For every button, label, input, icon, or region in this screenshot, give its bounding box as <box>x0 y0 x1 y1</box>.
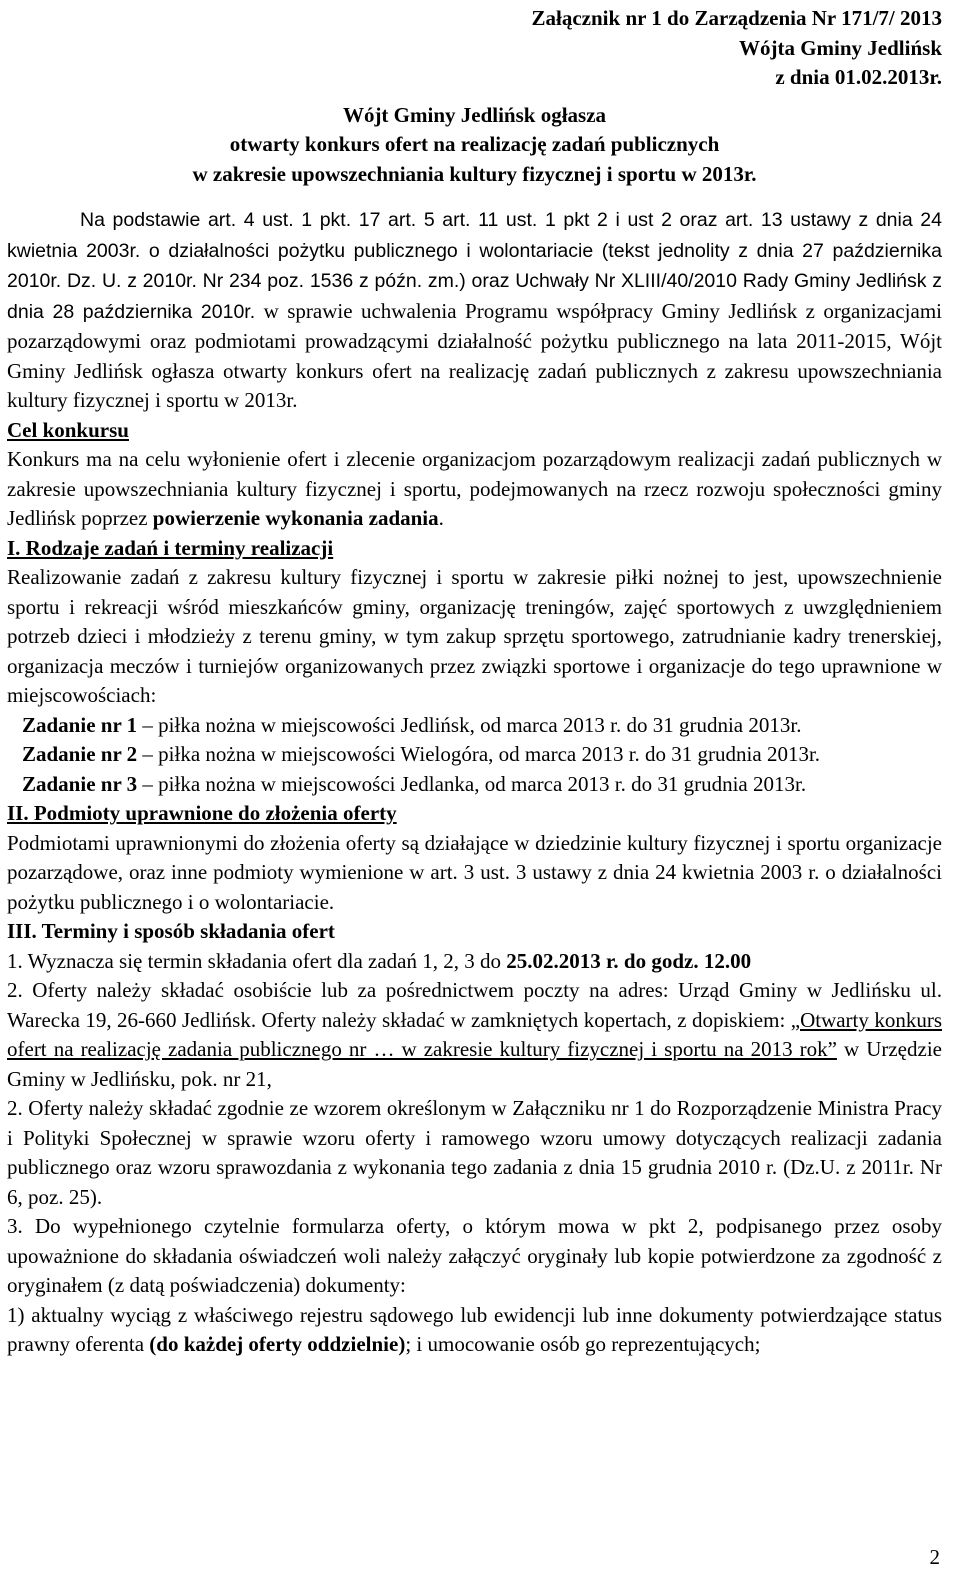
task-3 <box>7 770 942 800</box>
cel-end: . <box>438 506 444 530</box>
section3-p2-text: 2. Oferty należy składać osobiście lub za pośrednictwem poczty na adres: Urząd Gminy w Jedlińsku ul. Warecka 19, 26-660 Jedlińsk. Oferty należy składać w zamkniętych kopertach, z dopiskiem: <box>7 978 942 1032</box>
section3-p5-end: ; i umocowanie osób go reprezentujących; <box>405 1332 761 1356</box>
header-line-1: Załącznik nr 1 do Zarządzenia Nr 171/7/ 2013 <box>531 6 942 30</box>
task-3-text: – piłka nożna w miejscowości Jedlanka, od marca 2013 r. do 31 grudnia 2013r. <box>137 771 807 796</box>
header-line-2: Wójta Gminy Jedlińsk <box>738 35 942 60</box>
cel-text: Konkurs ma na celu wyłonienie ofert i zlecenie organizacjom pozarządowym realizacji zadań publicznych w zakresie upowszechniania kultury fizycznej i sportu, podejmowanych na rzecz rozwoju społeczności gminy Jedlińsk poprzez <box>7 447 942 530</box>
intro-part-1: Na podstawie art. 4 ust. 1 pkt. 17 art. 5 art. 11 ust. 1 pkt 2 i ust 2 oraz art. 13 ustawy z dnia 24 kwietnia 2003r. o działalności pożytku publicznego i wolontariacie (tekst jednolity z dnia 27 października 2010r. Dz. U. z 2010r. Nr 234 poz. 1536 z późn. zm.) oraz Uchwały Nr XLIII/40/2010 Rady Gminy Jedlińsk z dnia 28 października 2010r. <box>7 209 942 323</box>
header-block <box>7 4 942 93</box>
title-line-1: Wójt Gminy Jedlińsk ogłasza <box>342 102 607 127</box>
task-2-label: Zadanie nr 2 <box>22 742 138 766</box>
title-line-3: w zakresie upowszechniania kultury fizycznej i sportu w 2013r. <box>192 161 757 186</box>
header-line-3: z dnia 01.02.2013r. <box>775 65 942 89</box>
section2-heading: II. Podmioty uprawnione do złożenia oferty <box>7 801 397 825</box>
intro-part-2: w sprawie uchwalenia Programu współpracy Gminy Jedlińsk z organizacjami pozarządowymi oraz podmiotami prowadzącymi działalność pożytku publicznego na lata 2011-2015, Wójt Gminy Jedlińsk ogłasza otwarty konkurs ofert na realizację zadań publicznych z zakresu upowszechniania kultury fizycznej i sportu w 2013r. <box>7 298 942 412</box>
section3-p5-text: 1) aktualny wyciąg z właściwego rejestru sądowego lub ewidencji lub inne dokumenty potwierdzające status prawny oferenta <box>7 1302 942 1356</box>
section3-p5-bold: (do każdej oferty oddzielnie) <box>149 1332 406 1356</box>
title-line-2: otwarty konkurs ofert na realizację zadań publicznych <box>229 132 720 156</box>
section3-p2 <box>7 976 942 1094</box>
section1-heading: I. Rodzaje zadań i terminy realizacji <box>7 535 334 560</box>
section3-p1-text: 1. Wyznacza się termin składania ofert dla zadań 1, 2, 3 do <box>7 948 507 973</box>
page-number: 2 <box>929 1545 940 1569</box>
task-1 <box>7 711 942 741</box>
cel-paragraph <box>7 445 942 534</box>
task-2 <box>7 740 942 770</box>
deadline-bold: 25.02.2013 r. do godz. 12.00 <box>506 948 752 973</box>
section3-p1 <box>7 947 942 977</box>
section3-p3: 2. Oferty należy składać zgodnie ze wzorem określonym w Załączniku nr 1 do Rozporządzenie Ministra Pracy i Polityki Społecznej w sprawie wzoru oferty i ramowego wzoru umowy dotyczących realizacji zadania publicznego oraz wzoru sprawozdania z wykonania tego zadania z dnia 15 grudnia 2010 r. (Dz.U. z 2011r. Nr 6, poz. 25). <box>7 1096 942 1209</box>
task-1-label: Zadanie nr 1 <box>22 712 138 737</box>
title-block <box>7 101 942 190</box>
envelope-note: „Otwarty konkurs ofert na realizację zadania publicznego nr … w zakresie kultury fizycznej i sportu na 2013 rok” <box>7 1007 942 1061</box>
section3-p2-end: w Urzędzie Gminy w Jedlińsku, pok. nr 21, <box>7 1037 942 1091</box>
section1-text: Realizowanie zadań z zakresu kultury fizycznej i sportu w zakresie piłki nożnej to jest, upowszechnienie sportu i rekreacji wśród mieszkańców gminy, organizację treningów, zajęć sportowych z uwzględnieniem potrzeb dzieci i młodzieży z terenu gminy, w tym zakup sprzętu sportowego, zatrudnianie kadry trenerskiej, organizacja meczów i turniejów organizowanych przez związki sportowe i organizacje do tego uprawnione w miejscowościach: <box>7 565 942 707</box>
task-2-text: – piłka nożna w miejscowości Wielogóra, od marca 2013 r. do 31 grudnia 2013r. <box>137 742 821 766</box>
task-3-label: Zadanie nr 3 <box>22 771 138 796</box>
cel-bold: powierzenie wykonania zadania <box>152 506 439 530</box>
section2-text: Podmiotami uprawnionymi do złożenia oferty są działające w dziedzinie kultury fizycznej i sportu organizacje pozarządowe, oraz inne podmioty wymienione w art. 3 ust. 3 ustawy z dnia 24 kwietnia 2003 r. o działalności pożytku publicznego i o wolontariacie. <box>7 830 942 914</box>
cel-heading: Cel konkursu <box>7 417 129 442</box>
section3-heading: III. Terminy i sposób składania ofert <box>7 919 335 943</box>
section3-p5 <box>7 1301 942 1360</box>
intro-paragraph <box>7 205 942 416</box>
section3-p4: 3. Do wypełnionego czytelnie formularza oferty, o którym mowa w pkt 2, podpisanego przez osoby upoważnione do składania oświadczeń woli należy załączyć oryginały lub kopie potwierdzone za zgodność z oryginałem (z datą poświadczenia) dokumenty: <box>7 1214 942 1297</box>
task-1-text: – piłka nożna w miejscowości Jedlińsk, od marca 2013 r. do 31 grudnia 2013r. <box>137 712 802 737</box>
